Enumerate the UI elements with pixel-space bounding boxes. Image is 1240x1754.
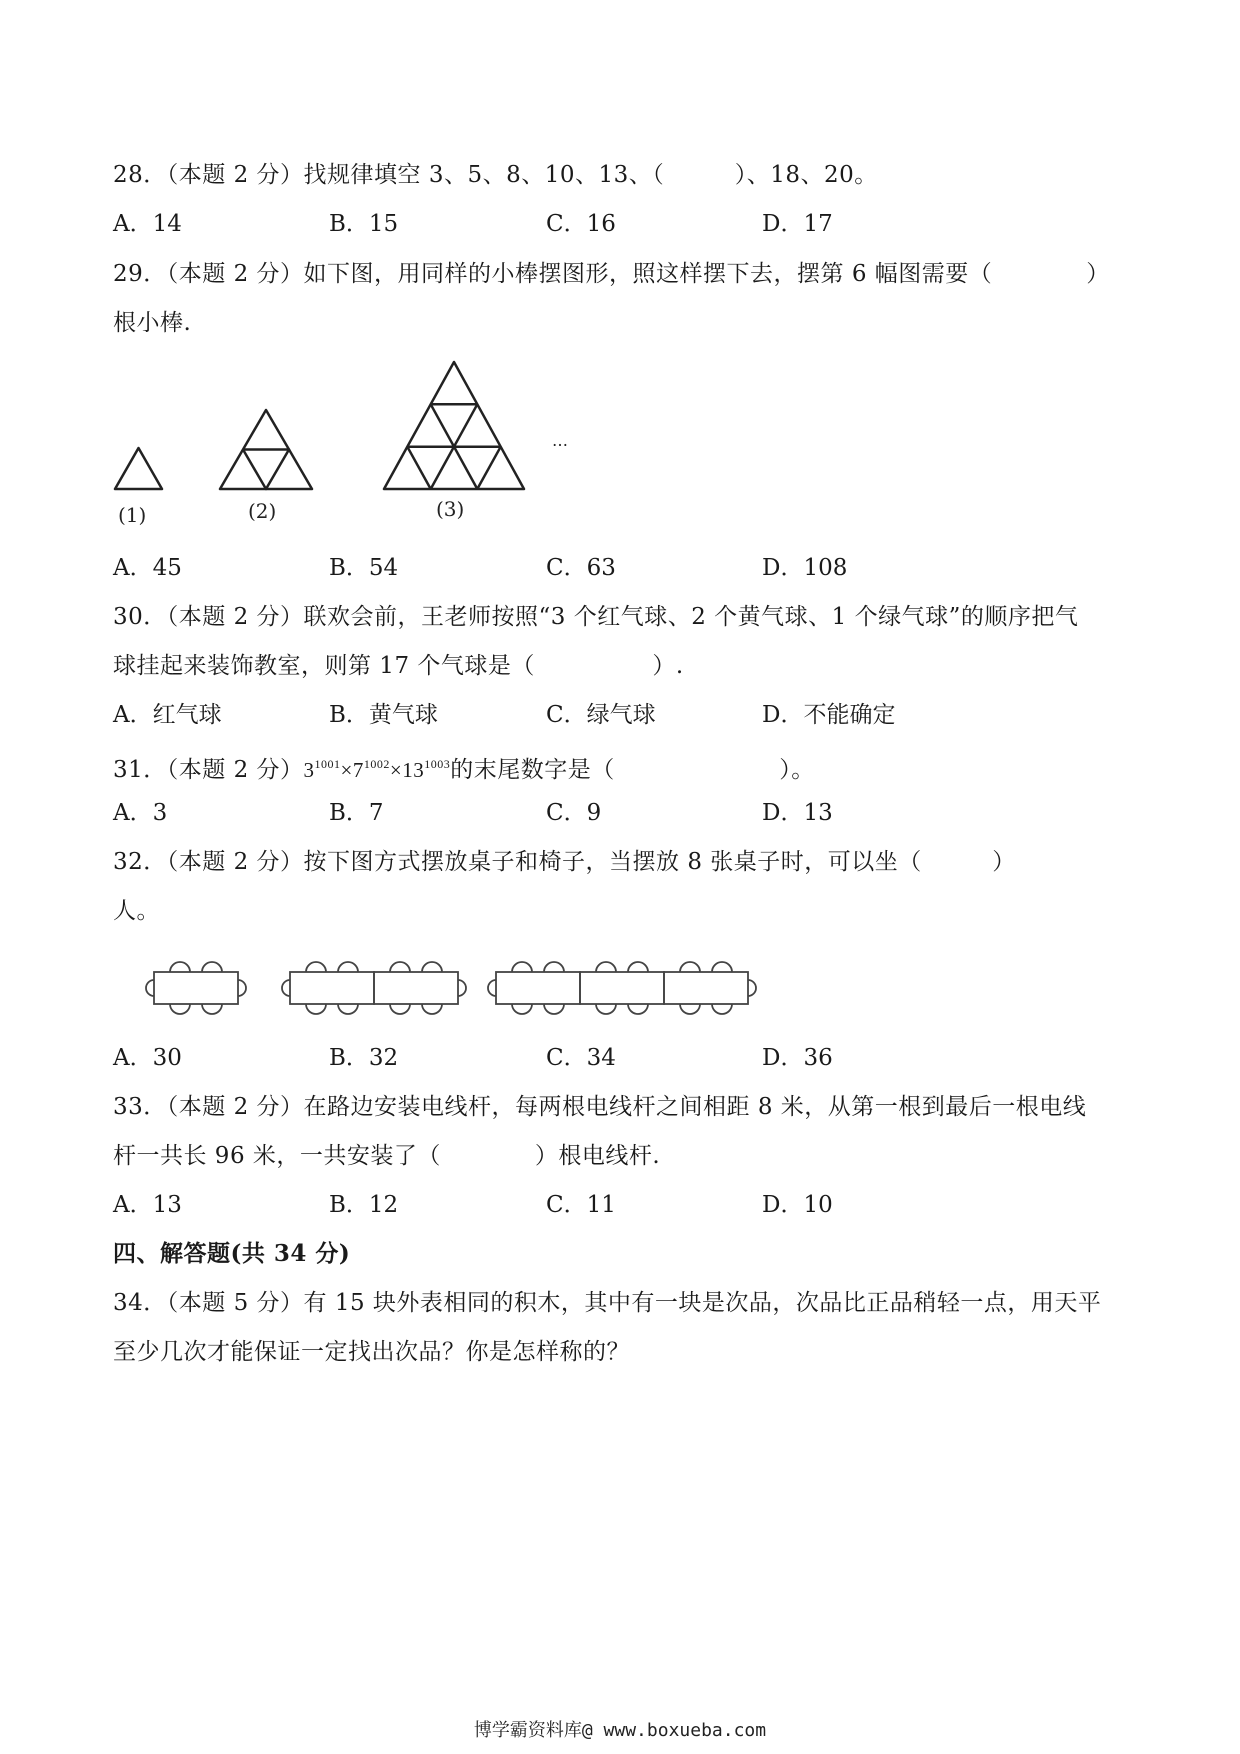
q29-text-line1: 29．（本题 2 分）如下图，用同样的小棒摆图形，照这样摆下去，摆第 6 幅图需要（ ） (113, 261, 1110, 287)
q29-option-c[interactable]: C．63 (546, 555, 616, 581)
q28-text: 28．（本题 2 分）找规律填空 3、5、8、10、13、（ ）、18、20。 (113, 162, 878, 188)
q29-option-d[interactable]: D．108 (762, 555, 848, 581)
table-group-2 (282, 962, 466, 1014)
q33-option-a[interactable]: A．13 (113, 1192, 182, 1218)
triangle-figure-3 (384, 362, 524, 489)
q33-text-line2: 杆一共长 96 米，一共安装了（ ）根电线杆. (113, 1143, 661, 1169)
q31-option-a[interactable]: A．3 (113, 800, 168, 826)
q32-option-c[interactable]: C．34 (546, 1045, 616, 1071)
q31-expression: $3^{1001}\times 7^{1002}\times 13^{1003}$ (303, 757, 451, 782)
q34-text-line2: 至少几次才能保证一定找出次品？你是怎样称的？ (113, 1339, 630, 1365)
q31-option-c[interactable]: C．9 (546, 800, 602, 826)
q30-option-c[interactable]: C．绿气球 (546, 702, 656, 728)
q28-option-b[interactable]: B．15 (329, 211, 399, 237)
q31-prefix: 31．（本题 2 分） (113, 757, 304, 783)
triangle-figure-1 (115, 448, 162, 489)
footer-watermark: 博学霸资料库@ www.boxueba.com (473, 1720, 767, 1741)
triangle-figure-2 (220, 410, 312, 489)
q32-option-b[interactable]: B．32 (329, 1045, 399, 1071)
q33-option-c[interactable]: C．11 (546, 1192, 616, 1218)
q31-suffix: 的末尾数字是（ ）。 (450, 757, 815, 783)
q28-option-a[interactable]: A．14 (113, 211, 182, 237)
q32-option-a[interactable]: A．30 (113, 1045, 182, 1071)
figure-label-1: (1) (118, 503, 147, 527)
q33-text-line1: 33．（本题 2 分）在路边安装电线杆，每两根电线杆之间相距 8 米，从第一根到最后一根电线 (113, 1094, 1087, 1120)
q30-option-d[interactable]: D．不能确定 (762, 702, 896, 728)
q29-option-b[interactable]: B．54 (329, 555, 399, 581)
q33-option-b[interactable]: B．12 (329, 1192, 399, 1218)
q34-text-line1: 34．（本题 5 分）有 15 块外表相同的积木，其中有一块是次品，次品比正品稍轻一点，用天平 (113, 1290, 1102, 1316)
table-group-3 (488, 962, 756, 1014)
q29-option-a[interactable]: A．45 (113, 555, 182, 581)
q30-option-a[interactable]: A．红气球 (113, 702, 222, 728)
q31-option-b[interactable]: B．7 (329, 800, 384, 826)
q30-text-line2: 球挂起来装饰教室，则第 17 个气球是（ ）. (113, 653, 684, 679)
q30-option-b[interactable]: B．黄气球 (329, 702, 438, 728)
figure-label-2: (2) (248, 499, 277, 523)
section-heading: 四、解答题(共 34 分) (113, 1240, 351, 1267)
q31-option-d[interactable]: D．13 (762, 800, 833, 826)
q28-option-c[interactable]: C．16 (546, 211, 616, 237)
q32-option-d[interactable]: D．36 (762, 1045, 833, 1071)
q28-option-d[interactable]: D．17 (762, 211, 833, 237)
q29-text-line2: 根小棒. (113, 310, 192, 336)
q31-text (113, 748, 815, 786)
tables-chairs-figure (130, 950, 770, 1030)
q32-text-line1: 32．（本题 2 分）按下图方式摆放桌子和椅子，当摆放 8 张桌子时，可以坐（ ） (113, 849, 1016, 875)
figure-ellipsis: … (552, 431, 568, 450)
q30-text-line1: 30．（本题 2 分）联欢会前，王老师按照“3 个红气球、2 个黄气球、1 个绿气球”的顺序把气 (113, 604, 1079, 630)
q32-text-line2: 人。 (113, 898, 160, 924)
figure-label-3: (3) (436, 497, 465, 521)
q33-option-d[interactable]: D．10 (762, 1192, 833, 1218)
table-group-1 (146, 962, 246, 1014)
triangle-stick-figures (100, 350, 580, 540)
